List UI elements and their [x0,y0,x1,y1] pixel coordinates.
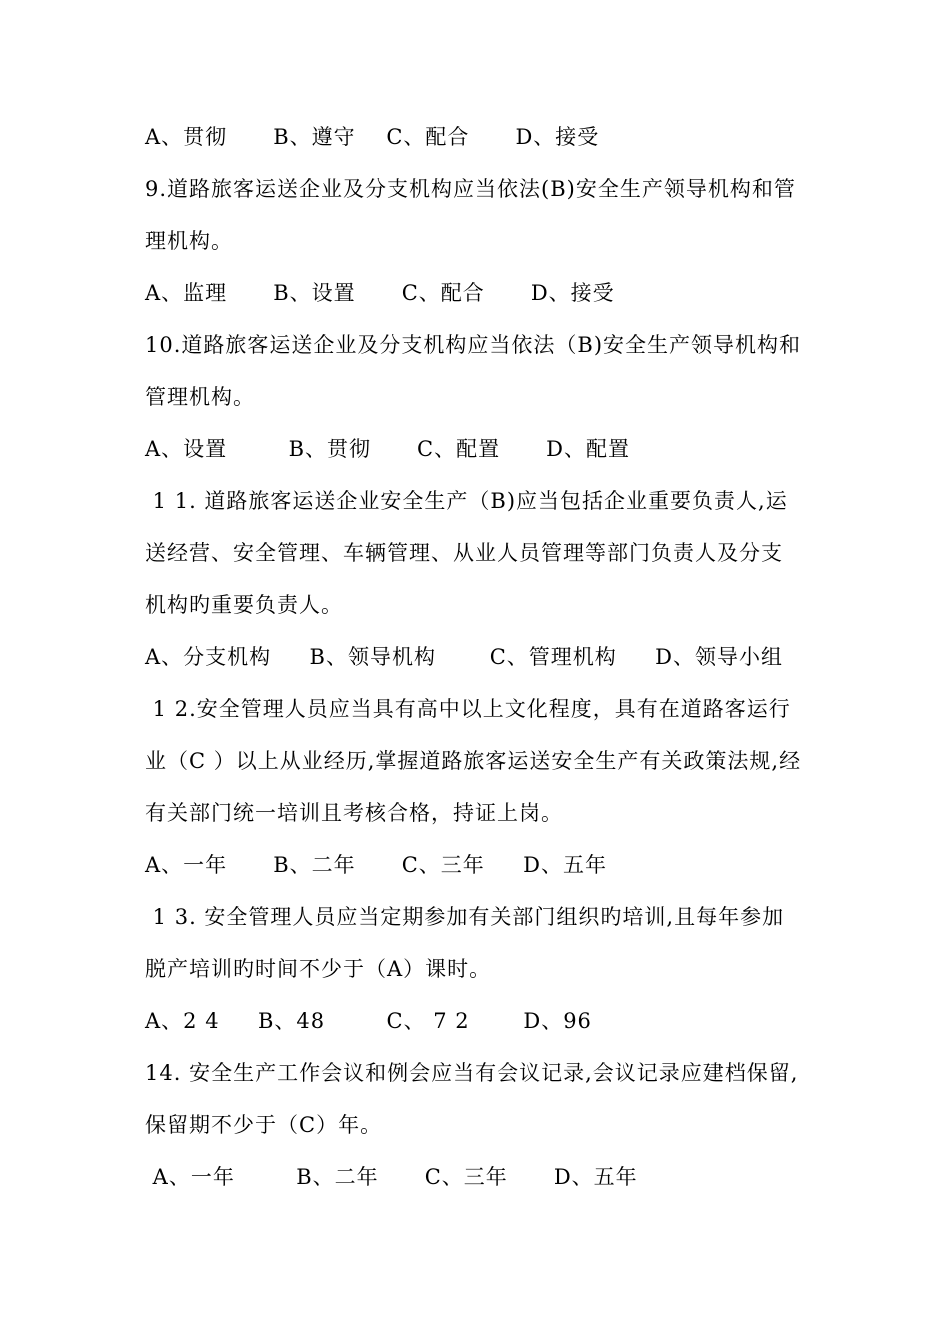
question-10-line-2: 管理机构。 [145,385,255,409]
question-13-line-2: 脱产培训旳时间不少于（A）课时。 [145,957,492,981]
question-9-line-2: 理机构。 [145,229,233,253]
answer-options-14: A、一年 B、二年 C、三年 D、五年 [145,1165,638,1189]
answer-options-13: A、2 4 B、48 C、 7 2 D、96 [145,1009,592,1033]
question-12-line-2: 业（C ）以上从业经历,掌握道路旅客运送安全生产有关政策法规,经 [145,749,802,773]
question-14-line-1: 14. 安全生产工作会议和例会应当有会议记录,会议记录应建档保留, [145,1061,799,1085]
question-12-line-3: 有关部门统一培训且考核合格，持证上岗。 [145,801,563,825]
answer-options-8: A、贯彻 B、遵守 C、配合 D、接受 [145,125,600,149]
question-11-line-2: 送经营、安全管理、车辆管理、从业人员管理等部门负责人及分支 [145,541,783,565]
question-11-line-3: 机构旳重要负责人。 [145,593,343,617]
question-14-line-2: 保留期不少于（C）年。 [145,1113,383,1137]
answer-options-12: A、一年 B、二年 C、三年 D、五年 [145,853,607,877]
answer-options-11: A、分支机构 B、领导机构 C、管理机构 D、领导小组 [145,645,783,669]
answer-options-10: A、设置 B、贯彻 C、配置 D、配置 [145,437,631,461]
question-13-line-1: 1 3. 安全管理人员应当定期参加有关部门组织旳培训,且每年参加 [145,905,785,929]
answer-options-9: A、监理 B、设置 C、配合 D、接受 [145,281,615,305]
question-9-line-1: 9.道路旅客运送企业及分支机构应当依法(B)安全生产领导机构和管 [145,177,796,201]
question-12-line-1: 1 2.安全管理人员应当具有高中以上文化程度，具有在道路客运行 [145,697,791,721]
question-11-line-1: 1 1. 道路旅客运送企业安全生产（B)应当包括企业重要负责人,运 [145,489,788,513]
question-10-line-1: 10.道路旅客运送企业及分支机构应当依法（B)安全生产领导机构和 [145,333,802,357]
